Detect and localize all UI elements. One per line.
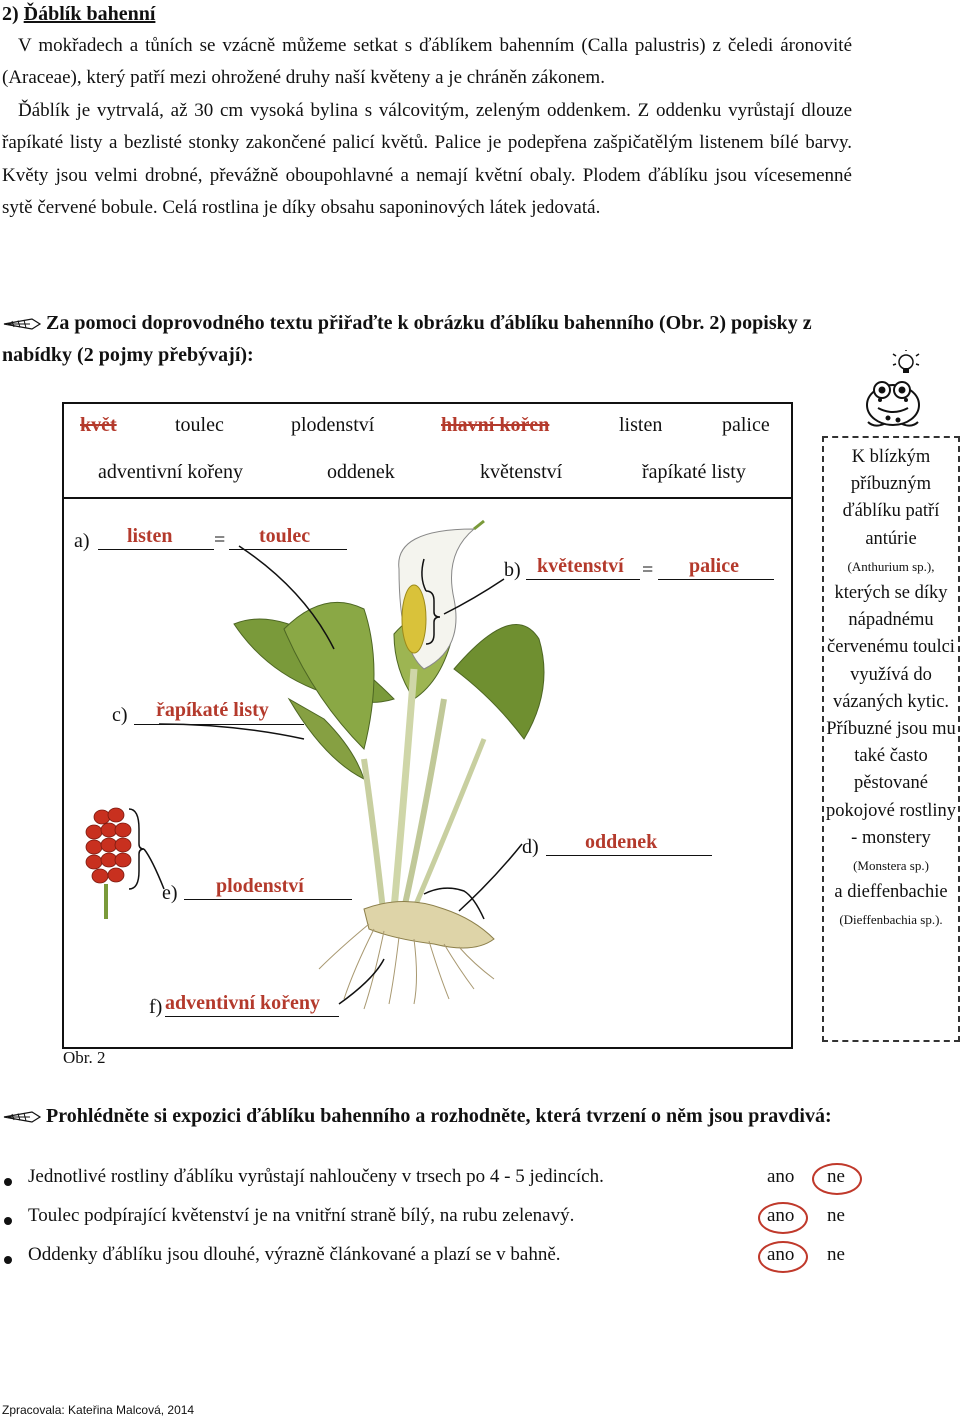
answer-line-d xyxy=(546,855,712,856)
berry-cluster xyxy=(86,808,131,883)
footer-author: Zpracovala: Kateřina Malcová, 2014 xyxy=(2,1403,195,1417)
statement-item xyxy=(2,1205,872,1239)
answer-ano[interactable]: ano xyxy=(767,1166,795,1187)
section-number: 2) xyxy=(2,3,19,25)
answer-c-rapikate-listy: řapíkaté listy xyxy=(156,699,269,721)
answer-ano[interactable]: ano xyxy=(767,1244,795,1265)
answer-line-e xyxy=(184,899,352,900)
word-plodenstvi: plodenství xyxy=(291,414,375,436)
label-d: d) xyxy=(522,836,539,858)
statement-text: Oddenky ďáblíku jsou dlouhé, výrazně článkované a plazí se v bahně. xyxy=(28,1244,561,1265)
statement-text: Jednotlivé rostliny ďáblíku vyrůstají nahloučeny v trsech po 4 - 5 jedincích. xyxy=(28,1166,604,1187)
intro-text xyxy=(2,30,852,224)
answer-a-listen: listen xyxy=(127,525,173,547)
circle-mark xyxy=(758,1241,808,1273)
task-1 xyxy=(2,307,857,371)
label-f: f) xyxy=(149,996,163,1018)
bullet-icon xyxy=(4,1217,12,1225)
word-listen: listen xyxy=(619,414,663,436)
pen-icon xyxy=(2,316,42,332)
pen-icon xyxy=(2,1109,42,1125)
frog-lightbulb-icon xyxy=(858,350,928,430)
task-2 xyxy=(2,1100,857,1132)
info-text-1: K blízkým příbuzným ďáblíku patří antúrie xyxy=(842,447,940,549)
label-e: e) xyxy=(162,882,178,904)
task-1-text: Za pomoci doprovodného textu přiřaďte k obrázku ďáblíku bahenního (Obr. 2) popisky z nabídky (2 pojmy přebývají): xyxy=(2,312,812,366)
answer-line-b2 xyxy=(658,579,774,580)
info-latin-1: (Anthurium sp.), xyxy=(847,558,935,574)
word-adventivni-koreny: adventivní kořeny xyxy=(98,461,243,483)
circle-mark xyxy=(758,1202,808,1234)
answer-line-a1 xyxy=(98,549,214,550)
answer-ne[interactable]: ne xyxy=(827,1244,845,1265)
label-c: c) xyxy=(112,704,128,726)
circle-mark xyxy=(812,1163,862,1195)
label-b: b) xyxy=(504,559,521,581)
equals-a: = xyxy=(214,529,226,551)
task-2-text: Prohlédněte si expozici ďáblíku bahenního a rozhodněte, která tvrzení o něm jsou pravdivá: xyxy=(46,1105,832,1127)
info-latin-3: (Dieffenbachia sp.). xyxy=(839,912,943,928)
answer-line-a2 xyxy=(229,549,347,550)
intro-paragraph-2: Ďáblík je vytrvalá, až 30 cm vysoká bylina s válcovitým, zeleným oddenkem. Z oddenku vyrůstají dlouze řapíkaté listy a bezlisté stonky zakončené palicí květů. Palice je podepřena zašpičatělým listenem bílé barvy. Květy jsou velmi drobné, převážně oboupohlavné a nemají květní obaly. Plodem ďáblíku jsou vícesemenné sytě červené bobule. Celá rostlina je díky obsahu saponinových látek jedovatá. xyxy=(2,99,852,219)
statement-item xyxy=(2,1166,872,1200)
word-bank xyxy=(62,402,793,501)
answer-a-toulec: toulec xyxy=(259,525,311,547)
word-toulec: toulec xyxy=(175,414,224,436)
answer-line-f xyxy=(165,1016,339,1017)
answer-ne[interactable]: ne xyxy=(827,1166,845,1187)
section-title: Ďáblík bahenní xyxy=(23,3,156,25)
calla-plant-illustration xyxy=(64,499,791,1047)
figure-caption: Obr. 2 xyxy=(63,1048,106,1067)
info-text-2: kterých se díky nápadnému červenému toulci využívá do vázaných kytic. Příbuzné jsou mu také často pěstované pokojové rostliny - monstery xyxy=(825,583,956,848)
intro-paragraph-1: V mokřadech a tůních se vzácně můžeme setkat s ďáblíkem bahenním (Calla palustris) z čeledi áronovité (Araceae), který patří mezi ohrožené druhy naší květeny a je chráněn zákonem. xyxy=(2,35,852,89)
answer-ne[interactable]: ne xyxy=(827,1205,845,1226)
figure-box xyxy=(62,497,793,1049)
word-kvet: květ xyxy=(80,414,117,436)
answer-f-adventivni-koreny: adventivní kořeny xyxy=(165,992,321,1014)
answer-b-palice: palice xyxy=(689,555,739,577)
answer-ano[interactable]: ano xyxy=(767,1205,795,1226)
section-heading xyxy=(2,3,155,26)
answer-e-plodenstvi: plodenství xyxy=(216,875,304,897)
answer-b-kvetenstvi: květenství xyxy=(537,555,624,577)
word-oddenek: oddenek xyxy=(327,461,395,483)
word-rapikate-listy: řapíkaté listy xyxy=(642,461,746,483)
bullet-icon xyxy=(4,1256,12,1264)
answer-line-b1 xyxy=(526,579,640,580)
info-text-3: a dieffenbachie xyxy=(834,882,948,903)
info-latin-2: (Monstera sp.) xyxy=(853,858,929,874)
statement-item xyxy=(2,1244,872,1278)
answer-line-c xyxy=(134,724,304,725)
word-palice: palice xyxy=(722,414,770,436)
label-a: a) xyxy=(74,530,90,552)
answer-d-oddenek: oddenek xyxy=(585,831,658,853)
bullet-icon xyxy=(4,1178,12,1186)
word-hlavni-koren: hlavní kořen xyxy=(441,414,550,436)
info-box xyxy=(822,436,960,1042)
word-kvetenstvi: květenství xyxy=(480,461,563,483)
statement-text: Toulec podpírající květenství je na vnitřní straně bílý, na rubu zelenavý. xyxy=(28,1205,575,1226)
equals-b: = xyxy=(642,559,654,581)
